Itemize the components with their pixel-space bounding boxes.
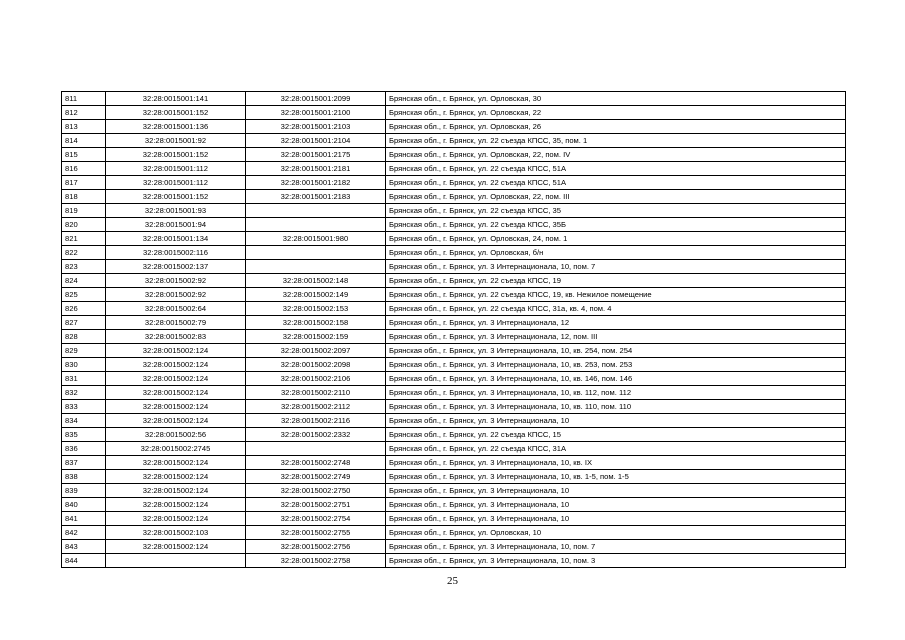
row-number-cell: 820 xyxy=(62,218,106,232)
row-number-cell: 829 xyxy=(62,344,106,358)
table-row xyxy=(62,288,846,302)
row-number-cell: 842 xyxy=(62,526,106,540)
object-cadastral-number-cell: 32:28:0015002:149 xyxy=(246,288,386,302)
object-cadastral-number-cell: 32:28:0015001:2099 xyxy=(246,92,386,106)
object-cadastral-number-cell xyxy=(246,260,386,274)
object-cadastral-number-cell: 32:28:0015002:2750 xyxy=(246,484,386,498)
row-number-cell: 811 xyxy=(62,92,106,106)
row-number-cell: 825 xyxy=(62,288,106,302)
object-cadastral-number-cell: 32:28:0015002:2751 xyxy=(246,498,386,512)
address-cell: Брянская обл., г. Брянск, ул. 3 Интернационала, 10 xyxy=(386,484,846,498)
table-row xyxy=(62,540,846,554)
object-cadastral-number-cell: 32:28:0015002:2112 xyxy=(246,400,386,414)
cadastral-number-cell: 32:28:0015002:137 xyxy=(106,260,246,274)
row-number-cell: 835 xyxy=(62,428,106,442)
row-number-cell: 828 xyxy=(62,330,106,344)
object-cadastral-number-cell: 32:28:0015002:2332 xyxy=(246,428,386,442)
row-number-cell: 817 xyxy=(62,176,106,190)
table-row xyxy=(62,232,846,246)
cadastral-number-cell: 32:28:0015002:92 xyxy=(106,274,246,288)
cadastral-number-cell: 32:28:0015001:112 xyxy=(106,162,246,176)
address-cell: Брянская обл., г. Брянск, ул. Орловская, б/н xyxy=(386,246,846,260)
cadastral-number-cell: 32:28:0015001:92 xyxy=(106,134,246,148)
object-cadastral-number-cell: 32:28:0015001:2100 xyxy=(246,106,386,120)
object-cadastral-number-cell: 32:28:0015002:148 xyxy=(246,274,386,288)
object-cadastral-number-cell xyxy=(246,442,386,456)
object-cadastral-number-cell: 32:28:0015002:2755 xyxy=(246,526,386,540)
row-number-cell: 833 xyxy=(62,400,106,414)
address-cell: Брянская обл., г. Брянск, ул. 3 Интернационала, 10, пом. 7 xyxy=(386,540,846,554)
row-number-cell: 812 xyxy=(62,106,106,120)
address-cell: Брянская обл., г. Брянск, ул. 3 Интернационала, 10 xyxy=(386,498,846,512)
table-row xyxy=(62,204,846,218)
row-number-cell: 826 xyxy=(62,302,106,316)
table-row xyxy=(62,386,846,400)
cadastral-number-cell: 32:28:0015002:124 xyxy=(106,456,246,470)
object-cadastral-number-cell: 32:28:0015002:2754 xyxy=(246,512,386,526)
table-row xyxy=(62,372,846,386)
row-number-cell: 837 xyxy=(62,456,106,470)
row-number-cell: 815 xyxy=(62,148,106,162)
address-cell: Брянская обл., г. Брянск, ул. 22 съезда КПСС, 51А xyxy=(386,176,846,190)
address-cell: Брянская обл., г. Брянск, ул. 3 Интернационала, 10, кв. 110, пом. 110 xyxy=(386,400,846,414)
row-number-cell: 840 xyxy=(62,498,106,512)
table-row xyxy=(62,162,846,176)
row-number-cell: 819 xyxy=(62,204,106,218)
cadastral-number-cell: 32:28:0015002:124 xyxy=(106,386,246,400)
cadastral-number-cell: 32:28:0015001:94 xyxy=(106,218,246,232)
cadastral-number-cell: 32:28:0015002:83 xyxy=(106,330,246,344)
address-cell: Брянская обл., г. Брянск, ул. 3 Интернационала, 10, кв. 146, пом. 146 xyxy=(386,372,846,386)
cadastral-number-cell: 32:28:0015002:56 xyxy=(106,428,246,442)
table-row xyxy=(62,330,846,344)
table-row xyxy=(62,218,846,232)
address-cell: Брянская обл., г. Брянск, ул. 22 съезда КПСС, 35 xyxy=(386,204,846,218)
address-cell: Брянская обл., г. Брянск, ул. 22 съезда КПСС, 35Б xyxy=(386,218,846,232)
address-cell: Брянская обл., г. Брянск, ул. 3 Интернационала, 10 xyxy=(386,414,846,428)
object-cadastral-number-cell: 32:28:0015001:2103 xyxy=(246,120,386,134)
cadastral-number-cell: 32:28:0015002:79 xyxy=(106,316,246,330)
address-cell: Брянская обл., г. Брянск, ул. Орловская, 22 xyxy=(386,106,846,120)
cadastral-number-cell: 32:28:0015001:93 xyxy=(106,204,246,218)
table-row xyxy=(62,554,846,568)
table-row xyxy=(62,316,846,330)
object-cadastral-number-cell: 32:28:0015002:2110 xyxy=(246,386,386,400)
table-row xyxy=(62,512,846,526)
object-cadastral-number-cell: 32:28:0015002:2749 xyxy=(246,470,386,484)
cadastral-number-cell: 32:28:0015002:124 xyxy=(106,414,246,428)
object-cadastral-number-cell: 32:28:0015002:153 xyxy=(246,302,386,316)
address-cell: Брянская обл., г. Брянск, ул. Орловская, 10 xyxy=(386,526,846,540)
row-number-cell: 832 xyxy=(62,386,106,400)
cadastral-number-cell: 32:28:0015002:124 xyxy=(106,400,246,414)
cadastral-number-cell: 32:28:0015002:124 xyxy=(106,540,246,554)
object-cadastral-number-cell: 32:28:0015001:2104 xyxy=(246,134,386,148)
address-cell: Брянская обл., г. Брянск, ул. 3 Интернационала, 12, пом. III xyxy=(386,330,846,344)
page-number: 25 xyxy=(447,575,458,587)
object-cadastral-number-cell: 32:28:0015001:2181 xyxy=(246,162,386,176)
row-number-cell: 839 xyxy=(62,484,106,498)
table-row xyxy=(62,526,846,540)
cadastral-number-cell: 32:28:0015001:141 xyxy=(106,92,246,106)
table-row xyxy=(62,134,846,148)
row-number-cell: 834 xyxy=(62,414,106,428)
address-cell: Брянская обл., г. Брянск, ул. 22 съезда КПСС, 31а, кв. 4, пом. 4 xyxy=(386,302,846,316)
table-row xyxy=(62,414,846,428)
row-number-cell: 823 xyxy=(62,260,106,274)
cadastral-number-cell: 32:28:0015002:124 xyxy=(106,358,246,372)
object-cadastral-number-cell: 32:28:0015002:2106 xyxy=(246,372,386,386)
object-cadastral-number-cell: 32:28:0015002:2756 xyxy=(246,540,386,554)
property-table xyxy=(61,91,846,568)
row-number-cell: 830 xyxy=(62,358,106,372)
cadastral-number-cell: 32:28:0015002:92 xyxy=(106,288,246,302)
address-cell: Брянская обл., г. Брянск, ул. Орловская, 26 xyxy=(386,120,846,134)
table-row xyxy=(62,344,846,358)
object-cadastral-number-cell: 32:28:0015001:2182 xyxy=(246,176,386,190)
table-body xyxy=(62,92,846,568)
cadastral-number-cell xyxy=(106,554,246,568)
table-row xyxy=(62,456,846,470)
row-number-cell: 814 xyxy=(62,134,106,148)
address-cell: Брянская обл., г. Брянск, ул. Орловская, 22, пом. IV xyxy=(386,148,846,162)
address-cell: Брянская обл., г. Брянск, ул. 22 съезда КПСС, 51А xyxy=(386,162,846,176)
row-number-cell: 831 xyxy=(62,372,106,386)
cadastral-number-cell: 32:28:0015002:103 xyxy=(106,526,246,540)
cadastral-number-cell: 32:28:0015001:152 xyxy=(106,190,246,204)
address-cell: Брянская обл., г. Брянск, ул. 22 съезда КПСС, 15 xyxy=(386,428,846,442)
cadastral-number-cell: 32:28:0015002:124 xyxy=(106,484,246,498)
address-cell: Брянская обл., г. Брянск, ул. Орловская, 22, пом. III xyxy=(386,190,846,204)
address-cell: Брянская обл., г. Брянск, ул. 3 Интернационала, 10 xyxy=(386,512,846,526)
table-row xyxy=(62,428,846,442)
address-cell: Брянская обл., г. Брянск, ул. Орловская, 24, пом. 1 xyxy=(386,232,846,246)
object-cadastral-number-cell: 32:28:0015001:2175 xyxy=(246,148,386,162)
object-cadastral-number-cell: 32:28:0015002:159 xyxy=(246,330,386,344)
cadastral-number-cell: 32:28:0015001:136 xyxy=(106,120,246,134)
row-number-cell: 843 xyxy=(62,540,106,554)
table-row xyxy=(62,484,846,498)
table-row xyxy=(62,120,846,134)
table-row xyxy=(62,92,846,106)
table-row xyxy=(62,302,846,316)
address-cell: Брянская обл., г. Брянск, ул. 3 Интернационала, 10, пом. 3 xyxy=(386,554,846,568)
cadastral-number-cell: 32:28:0015001:152 xyxy=(106,148,246,162)
row-number-cell: 816 xyxy=(62,162,106,176)
row-number-cell: 836 xyxy=(62,442,106,456)
table-row xyxy=(62,498,846,512)
object-cadastral-number-cell: 32:28:0015002:2097 xyxy=(246,344,386,358)
object-cadastral-number-cell: 32:28:0015002:158 xyxy=(246,316,386,330)
address-cell: Брянская обл., г. Брянск, ул. 3 Интернационала, 10, кв. 254, пом. 254 xyxy=(386,344,846,358)
address-cell: Брянская обл., г. Брянск, ул. 3 Интернационала, 10, кв. 1-5, пом. 1-5 xyxy=(386,470,846,484)
table-row xyxy=(62,176,846,190)
row-number-cell: 824 xyxy=(62,274,106,288)
cadastral-number-cell: 32:28:0015001:112 xyxy=(106,176,246,190)
address-cell: Брянская обл., г. Брянск, ул. 22 съезда КПСС, 31А xyxy=(386,442,846,456)
object-cadastral-number-cell: 32:28:0015002:2098 xyxy=(246,358,386,372)
object-cadastral-number-cell xyxy=(246,204,386,218)
object-cadastral-number-cell xyxy=(246,218,386,232)
table-row xyxy=(62,442,846,456)
cadastral-number-cell: 32:28:0015002:124 xyxy=(106,372,246,386)
object-cadastral-number-cell: 32:28:0015001:2183 xyxy=(246,190,386,204)
object-cadastral-number-cell xyxy=(246,246,386,260)
row-number-cell: 841 xyxy=(62,512,106,526)
cadastral-number-cell: 32:28:0015002:124 xyxy=(106,470,246,484)
cadastral-number-cell: 32:28:0015002:64 xyxy=(106,302,246,316)
table-row xyxy=(62,358,846,372)
object-cadastral-number-cell: 32:28:0015001:980 xyxy=(246,232,386,246)
address-cell: Брянская обл., г. Брянск, ул. 3 Интернационала, 10, кв. 253, пом. 253 xyxy=(386,358,846,372)
row-number-cell: 844 xyxy=(62,554,106,568)
cadastral-number-cell: 32:28:0015001:134 xyxy=(106,232,246,246)
object-cadastral-number-cell: 32:28:0015002:2116 xyxy=(246,414,386,428)
row-number-cell: 821 xyxy=(62,232,106,246)
address-cell: Брянская обл., г. Брянск, ул. 3 Интернационала, 10, кв. 112, пом. 112 xyxy=(386,386,846,400)
address-cell: Брянская обл., г. Брянск, ул. 22 съезда КПСС, 19, кв. Нежилое помещение xyxy=(386,288,846,302)
cadastral-number-cell: 32:28:0015002:116 xyxy=(106,246,246,260)
table-row xyxy=(62,260,846,274)
address-cell: Брянская обл., г. Брянск, ул. 3 Интернационала, 12 xyxy=(386,316,846,330)
table-row xyxy=(62,400,846,414)
cadastral-number-cell: 32:28:0015002:124 xyxy=(106,344,246,358)
address-cell: Брянская обл., г. Брянск, ул. 22 съезда КПСС, 19 xyxy=(386,274,846,288)
address-cell: Брянская обл., г. Брянск, ул. 3 Интернационала, 10, пом. 7 xyxy=(386,260,846,274)
cadastral-number-cell: 32:28:0015002:124 xyxy=(106,512,246,526)
row-number-cell: 818 xyxy=(62,190,106,204)
table-row xyxy=(62,470,846,484)
address-cell: Брянская обл., г. Брянск, ул. 3 Интернационала, 10, кв. IX xyxy=(386,456,846,470)
object-cadastral-number-cell: 32:28:0015002:2748 xyxy=(246,456,386,470)
cadastral-number-cell: 32:28:0015002:124 xyxy=(106,498,246,512)
row-number-cell: 813 xyxy=(62,120,106,134)
address-cell: Брянская обл., г. Брянск, ул. 22 съезда КПСС, 35, пом. 1 xyxy=(386,134,846,148)
table-row xyxy=(62,246,846,260)
cadastral-number-cell: 32:28:0015001:152 xyxy=(106,106,246,120)
row-number-cell: 822 xyxy=(62,246,106,260)
cadastral-number-cell: 32:28:0015002:2745 xyxy=(106,442,246,456)
table-row xyxy=(62,106,846,120)
row-number-cell: 838 xyxy=(62,470,106,484)
address-cell: Брянская обл., г. Брянск, ул. Орловская, 30 xyxy=(386,92,846,106)
table-row xyxy=(62,190,846,204)
table-row xyxy=(62,274,846,288)
row-number-cell: 827 xyxy=(62,316,106,330)
object-cadastral-number-cell: 32:28:0015002:2758 xyxy=(246,554,386,568)
table-row xyxy=(62,148,846,162)
